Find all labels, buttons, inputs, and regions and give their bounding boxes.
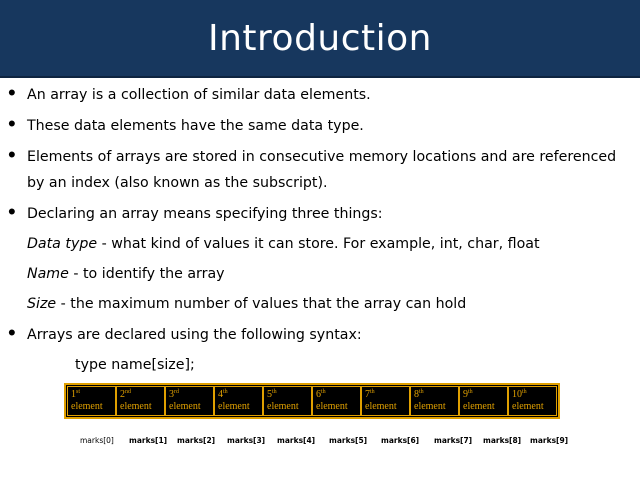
detail-term: Size [27, 296, 57, 312]
bullet-text: These data elements have the same data type. [27, 118, 364, 134]
cell-number: 2 [120, 389, 125, 400]
index-label: marks[5] [329, 436, 368, 445]
cell-label: element [365, 401, 397, 412]
cell-number: 10 [512, 389, 522, 400]
cell-number: 7 [365, 389, 370, 400]
index-label: marks[0] [80, 436, 114, 445]
cell-suffix: th [468, 389, 473, 395]
cell-number: 1 [71, 389, 76, 400]
array-cell [117, 387, 164, 415]
bullet-continuation: by an index (also known as the subscript). [27, 175, 328, 191]
cell-label: element [267, 401, 299, 412]
cell-suffix: st [76, 389, 81, 395]
bullet-marker: • [8, 320, 16, 345]
cell-suffix: nd [125, 389, 131, 395]
index-label: marks[8] [483, 436, 522, 445]
array-cell [313, 387, 360, 415]
detail-line [27, 266, 225, 282]
cell-number: 9 [463, 389, 468, 400]
cell-label: element [512, 401, 544, 412]
cell-label: element [120, 401, 152, 412]
cell-suffix: th [419, 389, 424, 395]
cell-number: 8 [414, 389, 419, 400]
array-cell [68, 387, 115, 415]
bullet-marker: • [8, 199, 16, 224]
cell-suffix: th [370, 389, 375, 395]
detail-text: - to identify the array [68, 266, 225, 282]
cell-label: element [218, 401, 250, 412]
cell-number: 6 [316, 389, 321, 400]
detail-line [27, 236, 540, 252]
cell-number: 5 [267, 389, 272, 400]
cell-number: 3 [169, 389, 174, 400]
array-cell [166, 387, 213, 415]
cell-suffix: rd [174, 389, 179, 395]
bullet-marker: • [8, 111, 16, 136]
bullet-text: An array is a collection of similar data elements. [27, 87, 371, 103]
cell-suffix: th [321, 389, 326, 395]
detail-term: Name [27, 266, 69, 282]
cell-suffix: th [272, 389, 277, 395]
index-label: marks[6] [381, 436, 420, 445]
cell-label: element [71, 401, 103, 412]
index-label: marks[9] [530, 436, 569, 445]
cell-label: element [316, 401, 348, 412]
array-diagram [64, 383, 560, 419]
index-label: marks[4] [277, 436, 316, 445]
cell-suffix: th [223, 389, 228, 395]
bullet-marker: • [8, 142, 16, 167]
syntax-line: type name[size]; [75, 357, 195, 373]
bullet-text: Elements of arrays are stored in consecutive memory locations and are referenced [27, 149, 617, 165]
index-label: marks[3] [227, 436, 266, 445]
index-label: marks[2] [177, 436, 216, 445]
detail-text: - what kind of values it can store. For example, int, char, float [97, 236, 540, 252]
array-cell [362, 387, 409, 415]
index-label: marks[1] [129, 436, 168, 445]
bullet-marker: • [8, 80, 16, 105]
cell-suffix: th [522, 389, 527, 395]
bullet-text: Arrays are declared using the following syntax: [27, 327, 362, 343]
array-cell [509, 387, 556, 415]
cell-label: element [169, 401, 201, 412]
cell-label: element [414, 401, 446, 412]
detail-term: Data type [27, 236, 98, 252]
cell-label: element [463, 401, 495, 412]
cell-number: 4 [218, 389, 223, 400]
detail-line [27, 296, 466, 312]
bullet-text: Declaring an array means specifying three things: [27, 206, 383, 222]
array-cell [411, 387, 458, 415]
index-label: marks[7] [434, 436, 473, 445]
array-cell [264, 387, 311, 415]
array-cell [460, 387, 507, 415]
page-title: Introduction [207, 17, 432, 59]
detail-text: - the maximum number of values that the array can hold [56, 296, 467, 312]
array-cell [215, 387, 262, 415]
